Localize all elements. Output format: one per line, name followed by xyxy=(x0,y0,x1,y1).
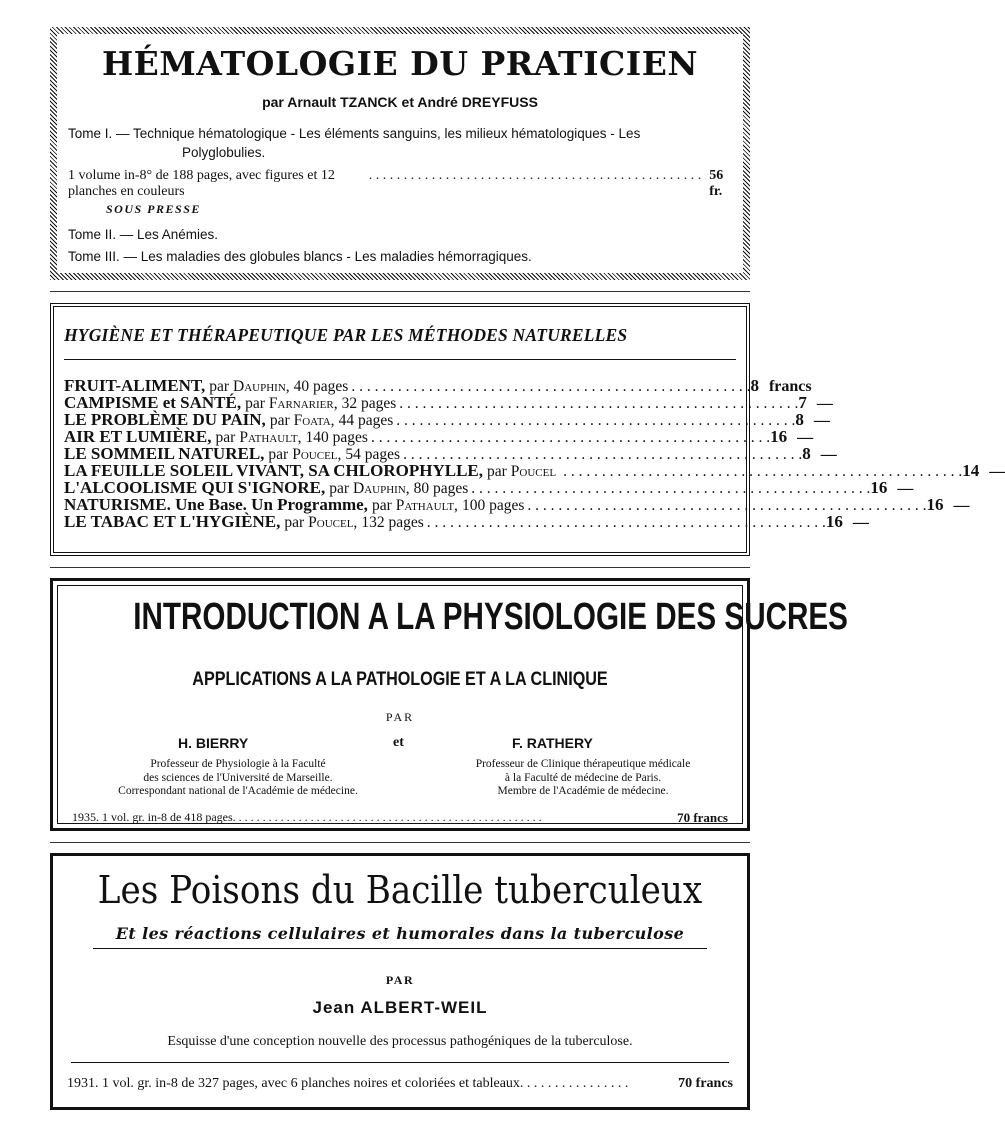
book-author: Foata, xyxy=(293,412,335,429)
book-price: 16 xyxy=(825,512,843,531)
ad1-volume-line xyxy=(68,168,733,200)
leader-dots: . . . . . . . . . . . . . . . . . . . . . . . . . . . . . . . . . . . . . . . . . . . . . . . . . . . . xyxy=(563,463,963,480)
book-by: par xyxy=(209,378,230,395)
ad3-affiliation1 xyxy=(78,758,398,799)
ad2-book-list xyxy=(64,376,1005,531)
ad3-subtitle: APPLICATIONS A LA PATHOLOGIE ET A LA CLINIQUE xyxy=(192,669,608,690)
leader-dots: . . . . . . . . . . . . . . . . . . . . . . . . . . . . . . . . . . . . . . . . . . . . . . . . . . . . xyxy=(527,497,927,514)
book-by: par xyxy=(487,463,507,480)
book-author: Dauphin, xyxy=(233,378,290,395)
book-title: L'ALCOOLISME QUI S'IGNORE, xyxy=(64,478,326,497)
book-currency: — xyxy=(797,429,814,446)
book-pages: 54 pages xyxy=(345,446,401,463)
aff-line: Professeur de Clinique thérapeutique médicale xyxy=(475,758,691,770)
book-price: 8 xyxy=(750,376,759,395)
book-row xyxy=(64,410,830,429)
ad1-tome2: Tome II. — Les Anémies. xyxy=(68,227,219,242)
ad4-par: PAR xyxy=(385,973,415,987)
ad1-press-label: SOUS PRESSE xyxy=(106,202,201,216)
book-pages: 44 pages xyxy=(338,412,394,429)
ad1-price: 56 fr. xyxy=(709,168,724,199)
ad4-rule xyxy=(71,1062,729,1063)
aff-line: Correspondant national de l'Académie de médecine. xyxy=(118,785,358,797)
book-currency: — xyxy=(813,412,830,429)
book-title: LE SOMMEIL NATUREL, xyxy=(64,444,265,463)
ad-hygiene xyxy=(50,303,1005,556)
book-currency: francs xyxy=(768,378,812,395)
book-price: 8 xyxy=(802,444,811,463)
ad4-author: Jean ALBERT-WEIL xyxy=(312,998,488,1017)
book-by: par xyxy=(269,412,290,429)
leader-dots: . . . . . . . . . . . . . . . . . . . . . . . . . . . . . . . . . . . . . . . . . . . . . . . . . . . . xyxy=(399,395,799,412)
ad3-par: PAR xyxy=(385,710,415,724)
ad3-inner-frame xyxy=(57,585,848,825)
book-by: par xyxy=(371,497,392,514)
book-row xyxy=(64,512,869,531)
leader-dots: . . . . . . . . . . . . . . . . . . . . . . . . . . . . . . . . . . . . . . . . . . . . . . . . . . . . xyxy=(370,429,771,446)
book-price: 16 xyxy=(770,427,788,446)
book-currency: — xyxy=(989,463,1005,480)
ad3-et: et xyxy=(393,735,404,750)
leader-dots: . . . . . . . . . . . . . . . . . . . . . . . . . . . . . . . . . . . . . . . . . . . . . . . . . . . . xyxy=(232,810,542,824)
book-row xyxy=(64,444,837,463)
leader-dots: . . . . . . . . . . . . . . . . . . . . . . . . . . . . . . . . . . . . . . . . . . . . . . . . . . . . xyxy=(471,480,871,497)
book-row xyxy=(64,393,833,412)
ad4-subtitle: Et les réactions cellulaires et humorales dans la tuberculose xyxy=(115,924,685,943)
book-price: 14 xyxy=(962,461,980,480)
ad3-author1: H. BIERRY xyxy=(178,735,249,751)
book-price: 8 xyxy=(795,410,804,429)
book-title: CAMPISME et SANTÉ, xyxy=(64,393,242,412)
book-by: par xyxy=(215,429,236,446)
book-currency: — xyxy=(816,395,833,412)
book-author: Poucel, xyxy=(308,514,358,531)
ad4-description: Esquisse d'une conception nouvelle des processus pathogéniques de la tuberculose. xyxy=(167,1034,633,1049)
book-row xyxy=(64,478,914,497)
ad4-price: 70 francs xyxy=(678,1076,733,1091)
book-pages: 80 pages xyxy=(413,480,469,497)
ad1-tome3: Tome III. — Les maladies des globules blancs - Les maladies hémorragiques. xyxy=(68,249,532,264)
book-pages: 32 pages xyxy=(341,395,397,412)
book-pages: 140 pages xyxy=(305,429,368,446)
book-currency: — xyxy=(897,480,914,497)
book-title: LA FEUILLE SOLEIL VIVANT, SA CHLOROPHYLLE, xyxy=(64,461,483,480)
ad-poisons xyxy=(50,853,750,1110)
ad4-volume-line xyxy=(67,1076,733,1092)
leader-dots: . . . . . . . . . . . . . . . . . . . . . . . . . . . . . . . . . . . . . . . . . . . . . . . . . . . . xyxy=(351,378,751,395)
ad4-volume: 1931. 1 vol. gr. in-8 de 327 pages, avec 6 planches noires et coloriées et tableaux xyxy=(67,1076,520,1091)
book-title: NATURISME. Une Base. Un Programme, xyxy=(64,495,368,514)
book-author: Pathault, xyxy=(395,497,458,514)
book-title: LE TABAC ET L'HYGIÈNE, xyxy=(64,512,281,531)
book-price: 7 xyxy=(798,393,807,412)
ad4-title: Les Poisons du Bacille tuberculeux xyxy=(97,868,703,912)
ad1-tome1-cont: Polyglobulies. xyxy=(182,145,266,160)
leader-dots: . . . . . . . . . . . . . . . . . . . . . . . . . . . . . . . . . . . . . . . . . . . . . . . . xyxy=(368,168,702,183)
ad3-volume: 1935. 1 vol. gr. in-8 de 418 pages xyxy=(72,810,233,824)
book-row xyxy=(64,495,970,514)
book-price: 16 xyxy=(926,495,944,514)
aff-line: Membre de l'Académie de médecine. xyxy=(497,785,669,797)
book-pages: 40 pages xyxy=(293,378,349,395)
book-author: Dauphin, xyxy=(353,480,410,497)
aff-line: à la Faculté de médecine de Paris. xyxy=(504,771,662,784)
book-pages: 132 pages xyxy=(361,514,424,531)
book-row xyxy=(64,376,812,395)
ad1-title: HÉMATOLOGIE DU PRATICIEN xyxy=(101,44,699,83)
ad3-title: INTRODUCTION A LA PHYSIOLOGIE DES SUCRES xyxy=(133,596,848,638)
leader-dots: . . . . . . . . . . . . . . . . . . . . . . . . . . . . . . . . . . . . . . . . . . . . . . . . . . . . xyxy=(426,514,826,531)
ad1-volume: 1 volume in-8° de 188 pages, avec figures et 12 planches en couleurs xyxy=(68,168,335,199)
book-by: par xyxy=(329,480,349,497)
book-row xyxy=(64,427,814,446)
ad3-volume-line xyxy=(72,810,728,826)
book-by: par xyxy=(245,395,265,412)
ad-hematologie xyxy=(50,27,750,280)
leader-dots: . . . . . . . . . . . . . . . . . . . . . . . . . . . . . . . . . . . . . . . . . . . . . . . . . . . . xyxy=(396,412,796,429)
book-title: FRUIT-ALIMENT, xyxy=(64,376,206,395)
separator xyxy=(50,567,750,568)
ad4-subtitle-rule xyxy=(93,948,707,949)
book-by: par xyxy=(284,514,305,531)
ad3-affiliation2 xyxy=(423,758,743,799)
separator xyxy=(50,291,750,292)
ad1-tome1-line: Tome I. — Technique hématologique - Les éléments sanguins, les milieux hématologiques - Les xyxy=(68,126,641,141)
ad2-rule xyxy=(64,359,736,360)
book-title: LE PROBLÈME DU PAIN, xyxy=(64,410,266,429)
book-author: Farnarier, xyxy=(268,395,338,412)
ad1-authors: par Arnault TZANCK et André DREYFUSS xyxy=(262,94,538,110)
book-by: par xyxy=(268,446,289,463)
book-currency: — xyxy=(820,446,837,463)
book-currency: — xyxy=(953,497,970,514)
leader-dots: . . . . . . . . . . . . . . . . . . . . . . . . . . . . . . . . . . . . . . . . . . . . . . . . . . . . xyxy=(403,446,803,463)
book-author: Poucel, xyxy=(292,446,342,463)
aff-line: Professeur de Physiologie à la Faculté xyxy=(150,758,326,770)
book-price: 16 xyxy=(870,478,888,497)
book-currency: — xyxy=(852,514,869,531)
aff-line: des sciences de l'Université de Marseille. xyxy=(143,771,333,784)
book-row xyxy=(64,461,1005,480)
separator xyxy=(50,842,750,843)
ad1-tome1 xyxy=(68,124,733,162)
book-author: Poucel xyxy=(510,463,557,480)
book-author: Pathault, xyxy=(239,429,302,446)
ad3-price: 70 francs xyxy=(677,810,728,825)
leader-dots: . . . . . . . . . . . . . . . . xyxy=(519,1076,629,1091)
ad3-author2: F. RATHERY xyxy=(512,735,593,751)
ad-sucres xyxy=(50,578,848,831)
ad2-title: HYGIÈNE ET THÉRAPEUTIQUE PAR LES MÉTHODES NATURELLES xyxy=(64,325,628,345)
book-title: AIR ET LUMIÈRE, xyxy=(64,427,212,446)
book-pages: 100 pages xyxy=(461,497,525,514)
